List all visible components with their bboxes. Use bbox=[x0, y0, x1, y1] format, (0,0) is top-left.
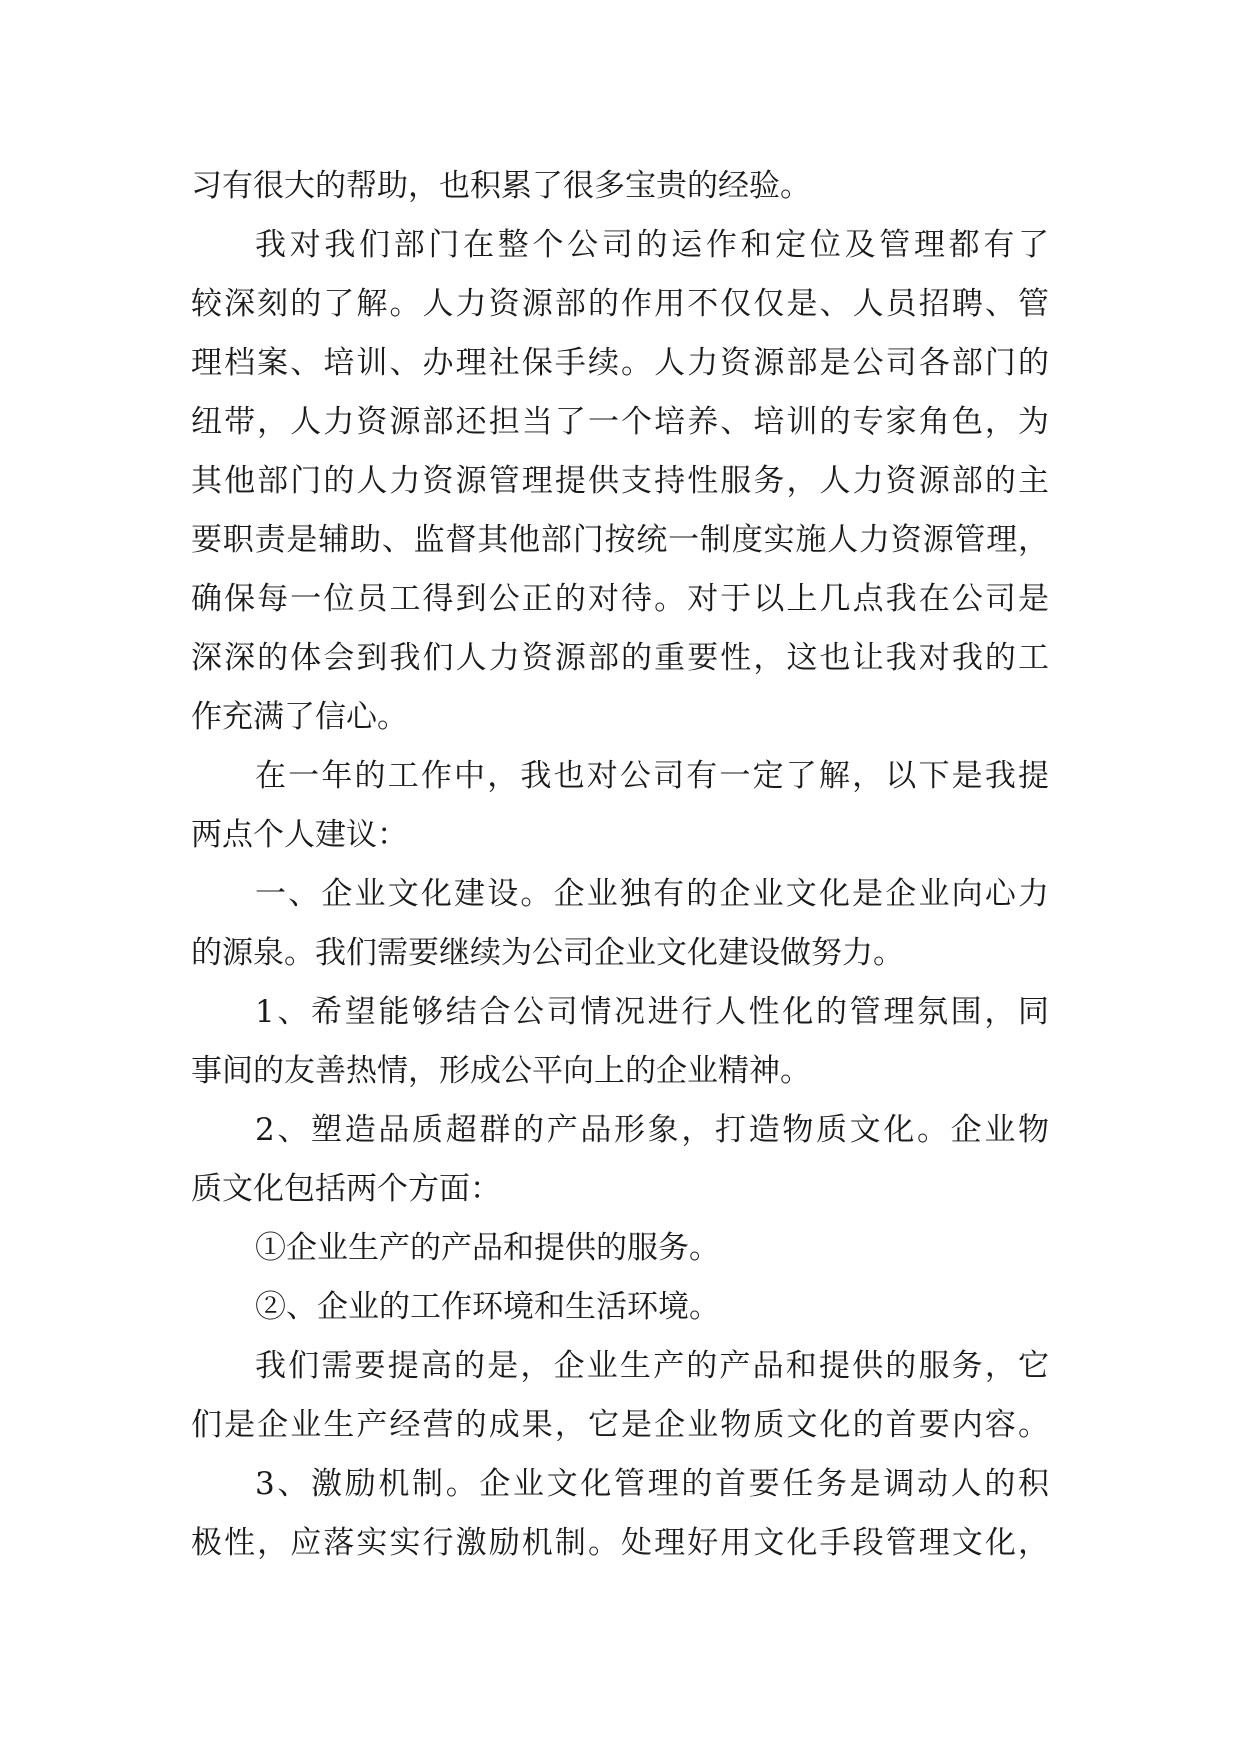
text-line: 极性，应落实实行激励机制。处理好用文化手段管理文化， bbox=[191, 1525, 1049, 1561]
text-line: 质文化包括两个方面： bbox=[191, 1171, 501, 1207]
document-body bbox=[191, 157, 1049, 1573]
text-line: 习有很大的帮助，也积累了很多宝贵的经验。 bbox=[191, 168, 811, 204]
text-line: ①企业生产的产品和提供的服务。 bbox=[255, 1230, 720, 1266]
text-line: 我们需要提高的是，企业生产的产品和提供的服务，它 bbox=[255, 1348, 1049, 1384]
text-line: 深深的体会到我们人力资源部的重要性，这也让我对我的工 bbox=[191, 640, 1049, 676]
text-line: 2、塑造品质超群的产品形象，打造物质文化。企业物 bbox=[255, 1112, 1049, 1148]
text-line: 其他部门的人力资源管理提供支持性服务，人力资源部的主 bbox=[191, 463, 1049, 499]
text-line: 较深刻的了解。人力资源部的作用不仅仅是、人员招聘、管 bbox=[191, 286, 1049, 322]
text-line: 纽带，人力资源部还担当了一个培养、培训的专家角色，为 bbox=[191, 404, 1049, 440]
text-line: 两点个人建议： bbox=[191, 817, 408, 853]
text-line: 确保每一位员工得到公正的对待。对于以上几点我在公司是 bbox=[191, 581, 1049, 617]
text-line: ②、企业的工作环境和生活环境。 bbox=[255, 1289, 720, 1325]
text-line: 1、希望能够结合公司情况进行人性化的管理氛围，同 bbox=[255, 994, 1049, 1030]
text-line: 们是企业生产经营的成果，它是企业物质文化的首要内容。 bbox=[191, 1407, 1049, 1443]
text-line: 作充满了信心。 bbox=[191, 699, 408, 735]
text-line: 的源泉。我们需要继续为公司企业文化建设做努力。 bbox=[191, 935, 904, 971]
text-line: 3、激励机制。企业文化管理的首要任务是调动人的积 bbox=[255, 1466, 1049, 1502]
text-line: 事间的友善热情，形成公平向上的企业精神。 bbox=[191, 1053, 811, 1089]
text-line: 要职责是辅助、监督其他部门按统一制度实施人力资源管理， bbox=[191, 522, 1049, 558]
text-line: 一、企业文化建设。企业独有的企业文化是企业向心力 bbox=[255, 876, 1049, 912]
text-line: 我对我们部门在整个公司的运作和定位及管理都有了 bbox=[255, 227, 1049, 263]
text-line: 理档案、培训、办理社保手续。人力资源部是公司各部门的 bbox=[191, 345, 1049, 381]
text-line: 在一年的工作中，我也对公司有一定了解，以下是我提 bbox=[255, 758, 1049, 794]
